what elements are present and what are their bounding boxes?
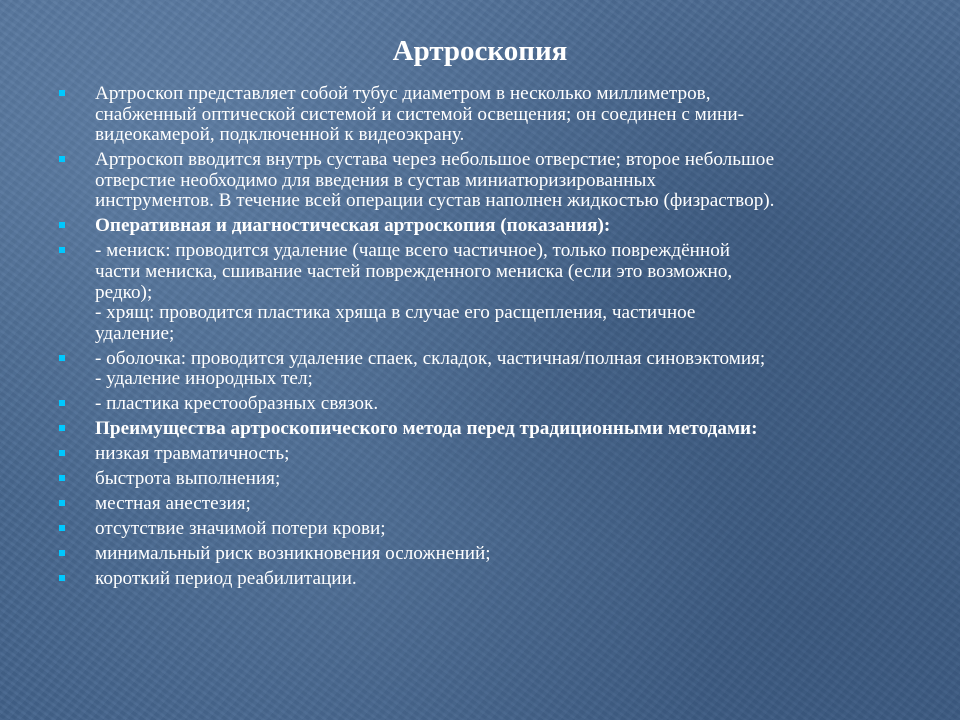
list-item-text-line: короткий период реабилитации. <box>95 568 357 590</box>
list-item-text-line: минимальный риск возникновения осложнений; <box>95 543 491 565</box>
list-item-text-line: редко); <box>95 281 153 303</box>
list-item <box>57 349 907 390</box>
list-item <box>57 394 907 415</box>
slide-title: Артроскопия <box>392 35 568 67</box>
square-bullet-icon <box>59 525 65 531</box>
list-item-text-line: инструментов. В течение всей операции сустав наполнен жидкостью (физраствор). <box>95 190 775 212</box>
list-item-text-line: местная анестезия; <box>95 493 251 515</box>
square-bullet-icon <box>59 425 65 431</box>
list-item-text-line: части мениска, сшивание частей поврежденного мениска (если это возможно, <box>95 260 733 282</box>
list-item <box>57 494 907 515</box>
bullet-list <box>57 84 907 594</box>
list-item-text-line: удаление; <box>95 322 175 344</box>
square-bullet-icon <box>59 575 65 581</box>
list-item-text-line: - оболочка: проводится удаление спаек, складок, частичная/полная синовэктомия; <box>95 347 766 369</box>
list-item-text-line: Артроскоп вводится внутрь сустава через небольшое отверстие; второе небольшое <box>95 149 775 171</box>
list-item-text-line: Оперативная и диагностическая артроскопия (показания): <box>95 215 611 237</box>
square-bullet-icon <box>59 450 65 456</box>
list-item-text-line: - хрящ: проводится пластика хряща в случае его расщепления, частичное <box>95 302 696 324</box>
square-bullet-icon <box>59 400 65 406</box>
list-item-text-line: Артроскоп представляет собой тубус диаметром в несколько миллиметров, <box>95 83 711 104</box>
list-item-text-line: быстрота выполнения; <box>95 468 281 490</box>
square-bullet-icon <box>59 222 65 228</box>
list-item-text-line: снабженный оптической системой и системой освещения; он соединен с мини- <box>95 103 744 125</box>
list-item <box>57 84 907 146</box>
square-bullet-icon <box>59 500 65 506</box>
square-bullet-icon <box>59 90 65 96</box>
list-item-text-line: отверстие необходимо для введения в сустав миниатюризированных <box>95 169 656 191</box>
square-bullet-icon <box>59 355 65 361</box>
list-item-text-line: - пластика крестообразных связок. <box>95 393 379 415</box>
square-bullet-icon <box>59 475 65 481</box>
list-item <box>57 544 907 565</box>
list-item-text-line: Преимущества артроскопического метода перед традиционными методами: <box>95 418 758 440</box>
list-item <box>57 569 907 590</box>
list-item-text-line: отсутствие значимой потери крови; <box>95 518 386 540</box>
section-heading <box>57 419 907 440</box>
list-item-text-line: видеокамерой, подключенной к видеоэкрану. <box>95 124 465 146</box>
list-item-text-line: - удаление инородных тел; <box>95 368 313 390</box>
list-item <box>57 150 907 212</box>
list-item-text-line: низкая травматичность; <box>95 443 290 465</box>
list-item <box>57 444 907 465</box>
square-bullet-icon <box>59 550 65 556</box>
list-item <box>57 241 907 344</box>
list-item <box>57 519 907 540</box>
list-item <box>57 469 907 490</box>
square-bullet-icon <box>59 156 65 162</box>
list-item-text-line: - мениск: проводится удаление (чаще всего частичное), только повреждённой <box>95 240 731 262</box>
square-bullet-icon <box>59 247 65 253</box>
section-heading <box>57 216 907 237</box>
